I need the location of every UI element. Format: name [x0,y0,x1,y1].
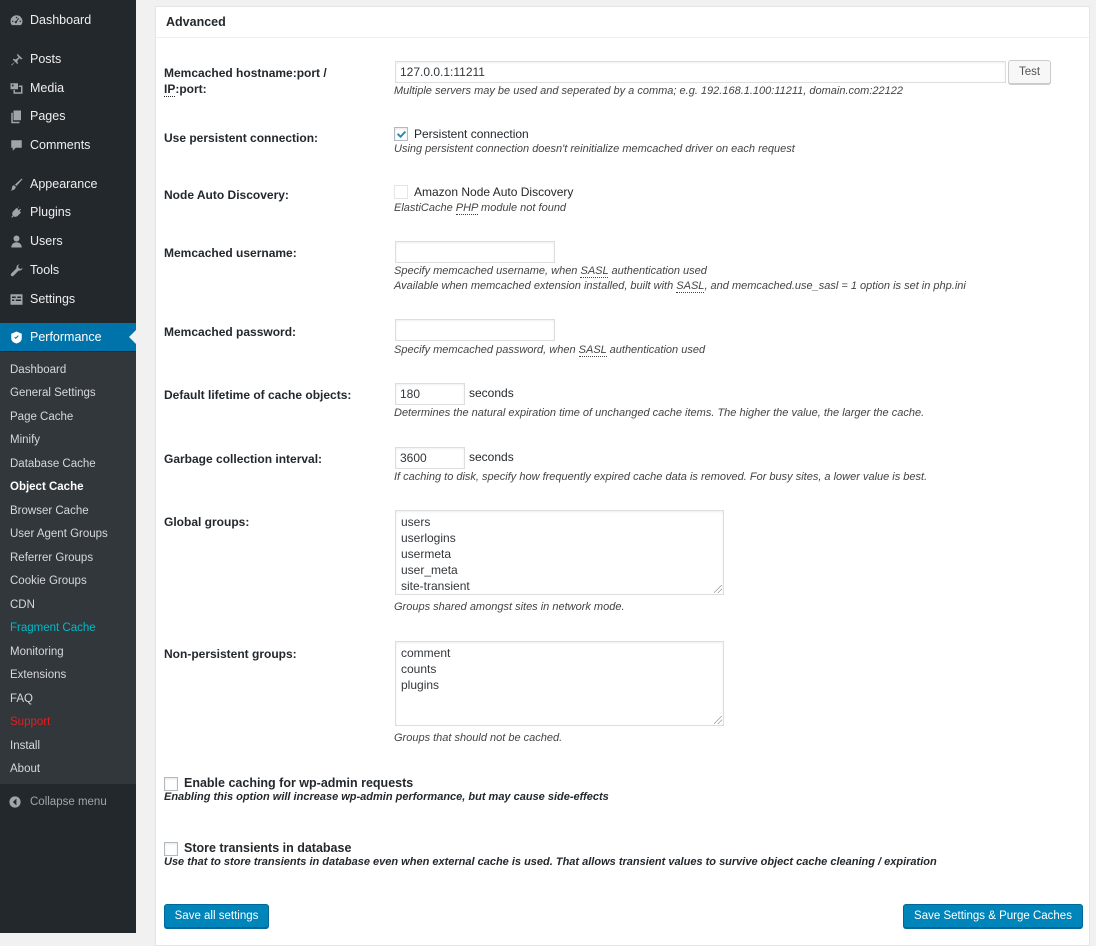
resize-grip-icon[interactable] [714,716,722,724]
pin-icon [0,52,30,67]
menu-label: Appearance [30,177,98,191]
transients-description: Use that to store transients in database even when external cache is used. That allows transient values to survive object cache cleaning / expiration [164,856,937,868]
lifetime-label: Default lifetime of cache objects: [164,388,352,402]
textarea-line: site-transient [401,579,470,593]
textarea-line: userlogins [401,531,456,545]
node-discovery-checkbox[interactable] [394,185,408,199]
submenu-object-cache[interactable]: Object Cache [10,481,84,493]
desc-text: authentication used [608,265,707,277]
advanced-settings-panel [155,6,1090,946]
menu-label: Settings [30,292,76,306]
password-input[interactable] [395,319,555,341]
desc-text: Specify memcached username, when [394,265,581,277]
save-all-settings-button[interactable]: Save all settings [164,904,269,928]
menu-label: Pages [30,109,66,123]
node-discovery-label: Node Auto Discovery: [164,188,289,202]
checkmark-icon [396,129,407,140]
menu-item-comments[interactable] [0,131,136,159]
wrench-icon [0,263,30,278]
user-icon [0,234,30,249]
username-description-2 [394,279,966,294]
textarea-line: user_meta [401,563,458,577]
collapse-menu-button[interactable] [0,792,136,812]
transients-check-label: Store transients in database [184,841,352,855]
gc-value: 3600 [400,451,427,465]
nonpersistent-groups-label: Non-persistent groups: [164,647,297,661]
submenu-cookie-groups[interactable]: Cookie Groups [10,575,87,587]
comment-icon [0,138,30,153]
menu-item-appearance[interactable] [0,170,136,198]
lifetime-value: 180 [400,387,421,401]
submenu-cdn[interactable]: CDN [10,599,35,611]
gc-label: Garbage collection interval: [164,452,323,466]
menu-label: Plugins [30,205,71,219]
hostname-input[interactable] [395,61,1006,83]
lifetime-description: Determines the natural expiration time of unchanged cache items. The higher the value, the larger the cache. [394,407,925,419]
desc-text: module not found [477,202,567,214]
submenu-monitoring[interactable]: Monitoring [10,646,64,658]
resize-grip-icon[interactable] [714,585,722,593]
global-groups-textarea[interactable] [395,510,724,595]
submenu-user-agent-groups[interactable]: User Agent Groups [10,528,108,540]
performance-icon [0,330,30,345]
sasl-abbr: SASL [676,280,705,292]
submenu-support[interactable]: Support [10,716,51,728]
menu-label: Dashboard [30,13,92,27]
menu-item-settings[interactable] [0,285,136,313]
lifetime-input[interactable] [395,383,465,405]
submenu-dashboard[interactable]: Dashboard [10,364,67,376]
sasl-abbr: SASL [580,265,609,277]
menu-label: Performance [30,330,102,344]
menu-item-performance[interactable] [0,323,136,351]
desc-text: , and memcached.use_sasl = 1 option is set in php.ini [704,280,966,292]
password-label: Memcached password: [164,325,297,339]
php-abbr: PHP [455,202,478,214]
sasl-abbr: SASL [578,344,607,356]
persistent-check-label: Persistent connection [414,127,529,141]
plug-icon [0,205,30,220]
submenu-extensions[interactable]: Extensions [10,669,67,681]
menu-label: Comments [30,138,91,152]
save-purge-caches-button[interactable]: Save Settings & Purge Caches [903,904,1083,928]
paintbrush-icon [0,177,30,192]
global-groups-description: Groups shared amongst sites in network mode. [394,601,625,613]
test-button[interactable]: Test [1008,60,1051,84]
panel-divider [156,37,1089,38]
textarea-line: comment [401,646,451,660]
submenu-browser-cache[interactable]: Browser Cache [10,505,89,517]
hostname-label-port: :port: [175,82,207,96]
textarea-line: counts [401,662,437,676]
gc-unit: seconds [469,450,514,464]
persistent-description: Using persistent connection doesn't reinitialize memcached driver on each request [394,143,795,155]
panel-title: Advanced [166,15,226,29]
collapse-arrow-icon [0,795,30,809]
menu-item-users[interactable] [0,227,136,255]
wpadmin-description: Enabling this option will increase wp-admin performance, but may cause side-effects [164,791,609,803]
wpadmin-checkbox[interactable] [164,777,178,791]
hostname-label-line1: Memcached hostname:port / [164,66,327,80]
persistent-label: Use persistent connection: [164,131,319,145]
desc-text: Specify memcached password, when [394,344,579,356]
transients-checkbox[interactable] [164,842,178,856]
node-discovery-description [394,201,566,216]
global-groups-label: Global groups: [164,515,250,529]
menu-item-media[interactable] [0,74,136,102]
menu-label: Users [30,234,63,248]
desc-text: authentication used [606,344,706,356]
dashboard-icon [0,13,30,28]
username-description-1 [394,264,707,279]
hostname-label [164,65,327,97]
submenu-minify[interactable]: Minify [10,434,41,446]
hostname-description: Multiple servers may be used and seperated by a comma; e.g. 192.168.1.100:11211, domain.com:22122 [394,85,903,97]
collapse-menu-label: Collapse menu [30,796,107,808]
admin-sidebar [0,0,136,933]
performance-submenu [0,352,136,784]
menu-item-dashboard[interactable] [0,6,136,34]
menu-label: Posts [30,52,62,66]
node-discovery-check-label: Amazon Node Auto Discovery [414,185,574,199]
media-icon [0,81,30,96]
ip-abbr: IP [164,82,176,96]
username-input[interactable] [395,241,555,263]
submenu-about[interactable]: About [10,763,41,775]
settings-icon [0,292,30,307]
pages-icon [0,109,30,124]
persistent-checkbox[interactable] [394,127,408,141]
submenu-faq[interactable]: FAQ [10,693,34,705]
username-label: Memcached username: [164,246,297,260]
gc-input[interactable] [395,447,465,469]
menu-item-plugins[interactable] [0,198,136,226]
submenu-referrer-groups[interactable]: Referrer Groups [10,552,94,564]
nonpersistent-groups-textarea[interactable] [395,641,724,726]
textarea-line: usermeta [401,547,452,561]
wpadmin-check-label: Enable caching for wp-admin requests [184,776,414,790]
submenu-page-cache[interactable]: Page Cache [10,411,74,423]
menu-item-pages[interactable] [0,102,136,130]
menu-label: Media [30,81,65,95]
submenu-database-cache[interactable]: Database Cache [10,458,96,470]
textarea-line: plugins [401,678,440,692]
submenu-fragment-cache[interactable]: Fragment Cache [10,622,96,634]
textarea-line: users [401,515,431,529]
submenu-general-settings[interactable]: General Settings [10,387,96,399]
nonpersistent-groups-description: Groups that should not be cached. [394,732,563,744]
gc-description: If caching to disk, specify how frequently expired cache data is removed. For busy sites, a lower value is best. [394,471,928,483]
menu-label: Tools [30,263,60,277]
lifetime-unit: seconds [469,386,514,400]
desc-text: Available when memcached extension installed, built with [394,280,677,292]
desc-text: ElastiCache [394,202,456,214]
current-menu-arrow [129,330,136,344]
menu-item-tools[interactable] [0,256,136,284]
password-description [394,343,705,358]
menu-item-posts[interactable] [0,45,136,73]
hostname-value: 127.0.0.1:11211 [400,65,485,79]
submenu-install[interactable]: Install [10,740,41,752]
